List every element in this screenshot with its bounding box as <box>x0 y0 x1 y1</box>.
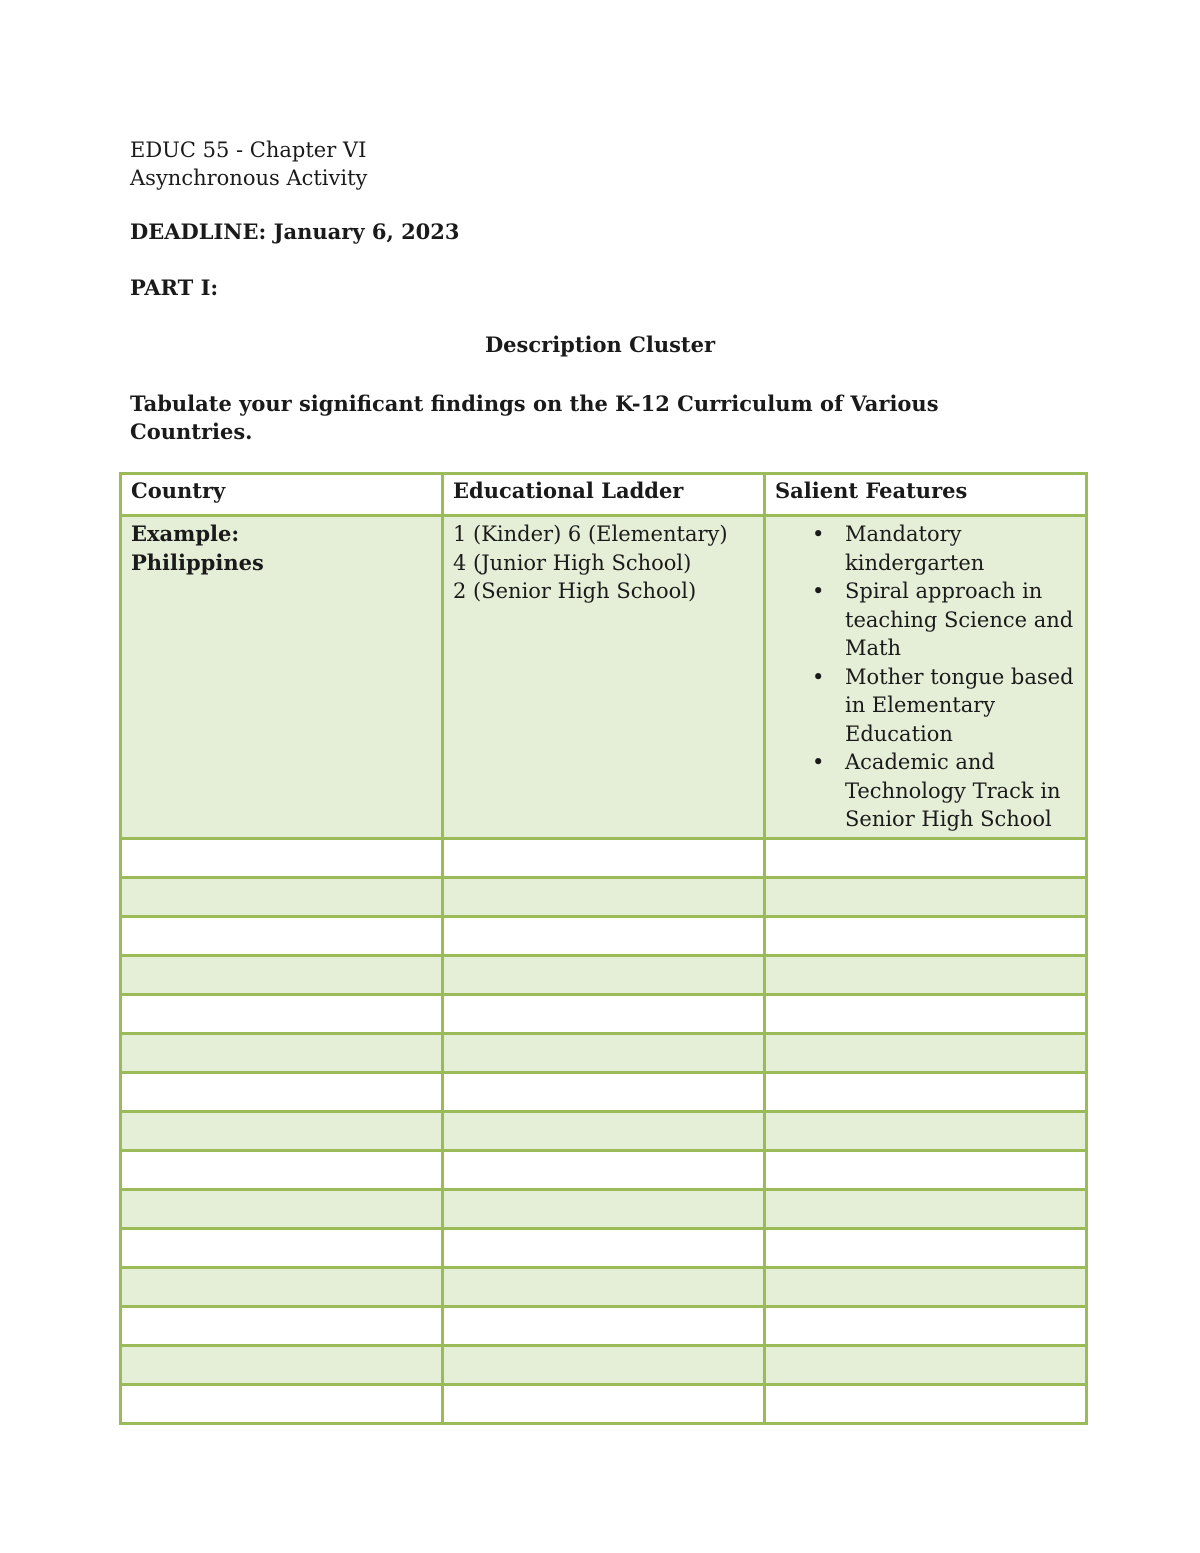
blank-table-row <box>121 1345 1087 1384</box>
course-line: EDUC 55 - Chapter VI <box>130 138 367 162</box>
section-title: Description Cluster <box>484 332 716 357</box>
features-input-cell[interactable] <box>765 1267 1087 1306</box>
features-input-cell[interactable] <box>765 877 1087 916</box>
feature-item: • Mother tongue based in Elementary Education <box>845 663 1076 749</box>
features-input-cell[interactable] <box>765 1228 1087 1267</box>
feature-item: • Academic and Technology Track in Senior High School <box>845 748 1076 834</box>
country-input-cell[interactable] <box>121 1384 443 1423</box>
country-input-cell[interactable] <box>121 916 443 955</box>
example-label: Example: <box>131 521 240 546</box>
features-list <box>775 520 1076 834</box>
country-input-cell[interactable] <box>121 877 443 916</box>
features-input-cell[interactable] <box>765 1111 1087 1150</box>
features-input-cell[interactable] <box>765 1384 1087 1423</box>
part-heading: PART I: <box>130 275 219 300</box>
blank-table-row <box>121 1150 1087 1189</box>
column-header-educational-ladder: Educational Ladder <box>443 474 765 516</box>
example-features-cell <box>765 516 1087 839</box>
feature-item: • Spiral approach in teaching Science and Math <box>845 577 1076 663</box>
findings-table <box>119 472 1088 1425</box>
activity-line: Asynchronous Activity <box>130 166 368 190</box>
blank-table-row <box>121 877 1087 916</box>
ladder-input-cell[interactable] <box>443 1384 765 1423</box>
features-input-cell[interactable] <box>765 1072 1087 1111</box>
blank-table-row <box>121 838 1087 877</box>
blank-table-row <box>121 1306 1087 1345</box>
document-header <box>130 136 367 192</box>
features-input-cell[interactable] <box>765 916 1087 955</box>
country-input-cell[interactable] <box>121 1189 443 1228</box>
country-input-cell[interactable] <box>121 1345 443 1384</box>
features-input-cell[interactable] <box>765 994 1087 1033</box>
ladder-line: 1 (Kinder) 6 (Elementary) <box>453 522 728 546</box>
blank-table-row <box>121 1228 1087 1267</box>
ladder-input-cell[interactable] <box>443 1267 765 1306</box>
ladder-input-cell[interactable] <box>443 838 765 877</box>
ladder-input-cell[interactable] <box>443 955 765 994</box>
ladder-input-cell[interactable] <box>443 1228 765 1267</box>
ladder-line: 2 (Senior High School) <box>453 579 697 603</box>
features-input-cell[interactable] <box>765 1189 1087 1228</box>
country-input-cell[interactable] <box>121 1306 443 1345</box>
ladder-input-cell[interactable] <box>443 1150 765 1189</box>
ladder-input-cell[interactable] <box>443 1306 765 1345</box>
features-input-cell[interactable] <box>765 1306 1087 1345</box>
example-country-cell <box>121 516 443 839</box>
instructions: Tabulate your significant findings on the K-12 Curriculum of Various Countries. <box>130 391 939 444</box>
blank-table-row <box>121 994 1087 1033</box>
example-ladder-cell <box>443 516 765 839</box>
ladder-input-cell[interactable] <box>443 1111 765 1150</box>
ladder-input-cell[interactable] <box>443 1033 765 1072</box>
features-input-cell[interactable] <box>765 955 1087 994</box>
blank-table-row <box>121 1111 1087 1150</box>
ladder-input-cell[interactable] <box>443 1345 765 1384</box>
ladder-input-cell[interactable] <box>443 877 765 916</box>
ladder-input-cell[interactable] <box>443 994 765 1033</box>
country-input-cell[interactable] <box>121 955 443 994</box>
ladder-input-cell[interactable] <box>443 916 765 955</box>
column-header-salient-features: Salient Features <box>765 474 1087 516</box>
blank-table-row <box>121 1267 1087 1306</box>
country-input-cell[interactable] <box>121 1228 443 1267</box>
ladder-input-cell[interactable] <box>443 1189 765 1228</box>
country-input-cell[interactable] <box>121 994 443 1033</box>
blank-table-row <box>121 1189 1087 1228</box>
blank-table-row <box>121 1033 1087 1072</box>
example-row <box>121 516 1087 839</box>
features-input-cell[interactable] <box>765 838 1087 877</box>
feature-item: • Mandatory kindergarten <box>845 520 1076 577</box>
country-input-cell[interactable] <box>121 838 443 877</box>
features-input-cell[interactable] <box>765 1150 1087 1189</box>
blank-table-row <box>121 1072 1087 1111</box>
features-input-cell[interactable] <box>765 1033 1087 1072</box>
blank-table-row <box>121 955 1087 994</box>
blank-table-row <box>121 1384 1087 1423</box>
column-header-country: Country <box>121 474 443 516</box>
country-input-cell[interactable] <box>121 1072 443 1111</box>
deadline: DEADLINE: January 6, 2023 <box>130 219 460 244</box>
ladder-line: 4 (Junior High School) <box>453 550 692 575</box>
country-input-cell[interactable] <box>121 1150 443 1189</box>
country-input-cell[interactable] <box>121 1033 443 1072</box>
ladder-input-cell[interactable] <box>443 1072 765 1111</box>
country-input-cell[interactable] <box>121 1111 443 1150</box>
example-country-name: Philippines <box>131 549 264 575</box>
features-input-cell[interactable] <box>765 1345 1087 1384</box>
country-input-cell[interactable] <box>121 1267 443 1306</box>
table-header-row <box>121 474 1087 516</box>
blank-table-row <box>121 916 1087 955</box>
